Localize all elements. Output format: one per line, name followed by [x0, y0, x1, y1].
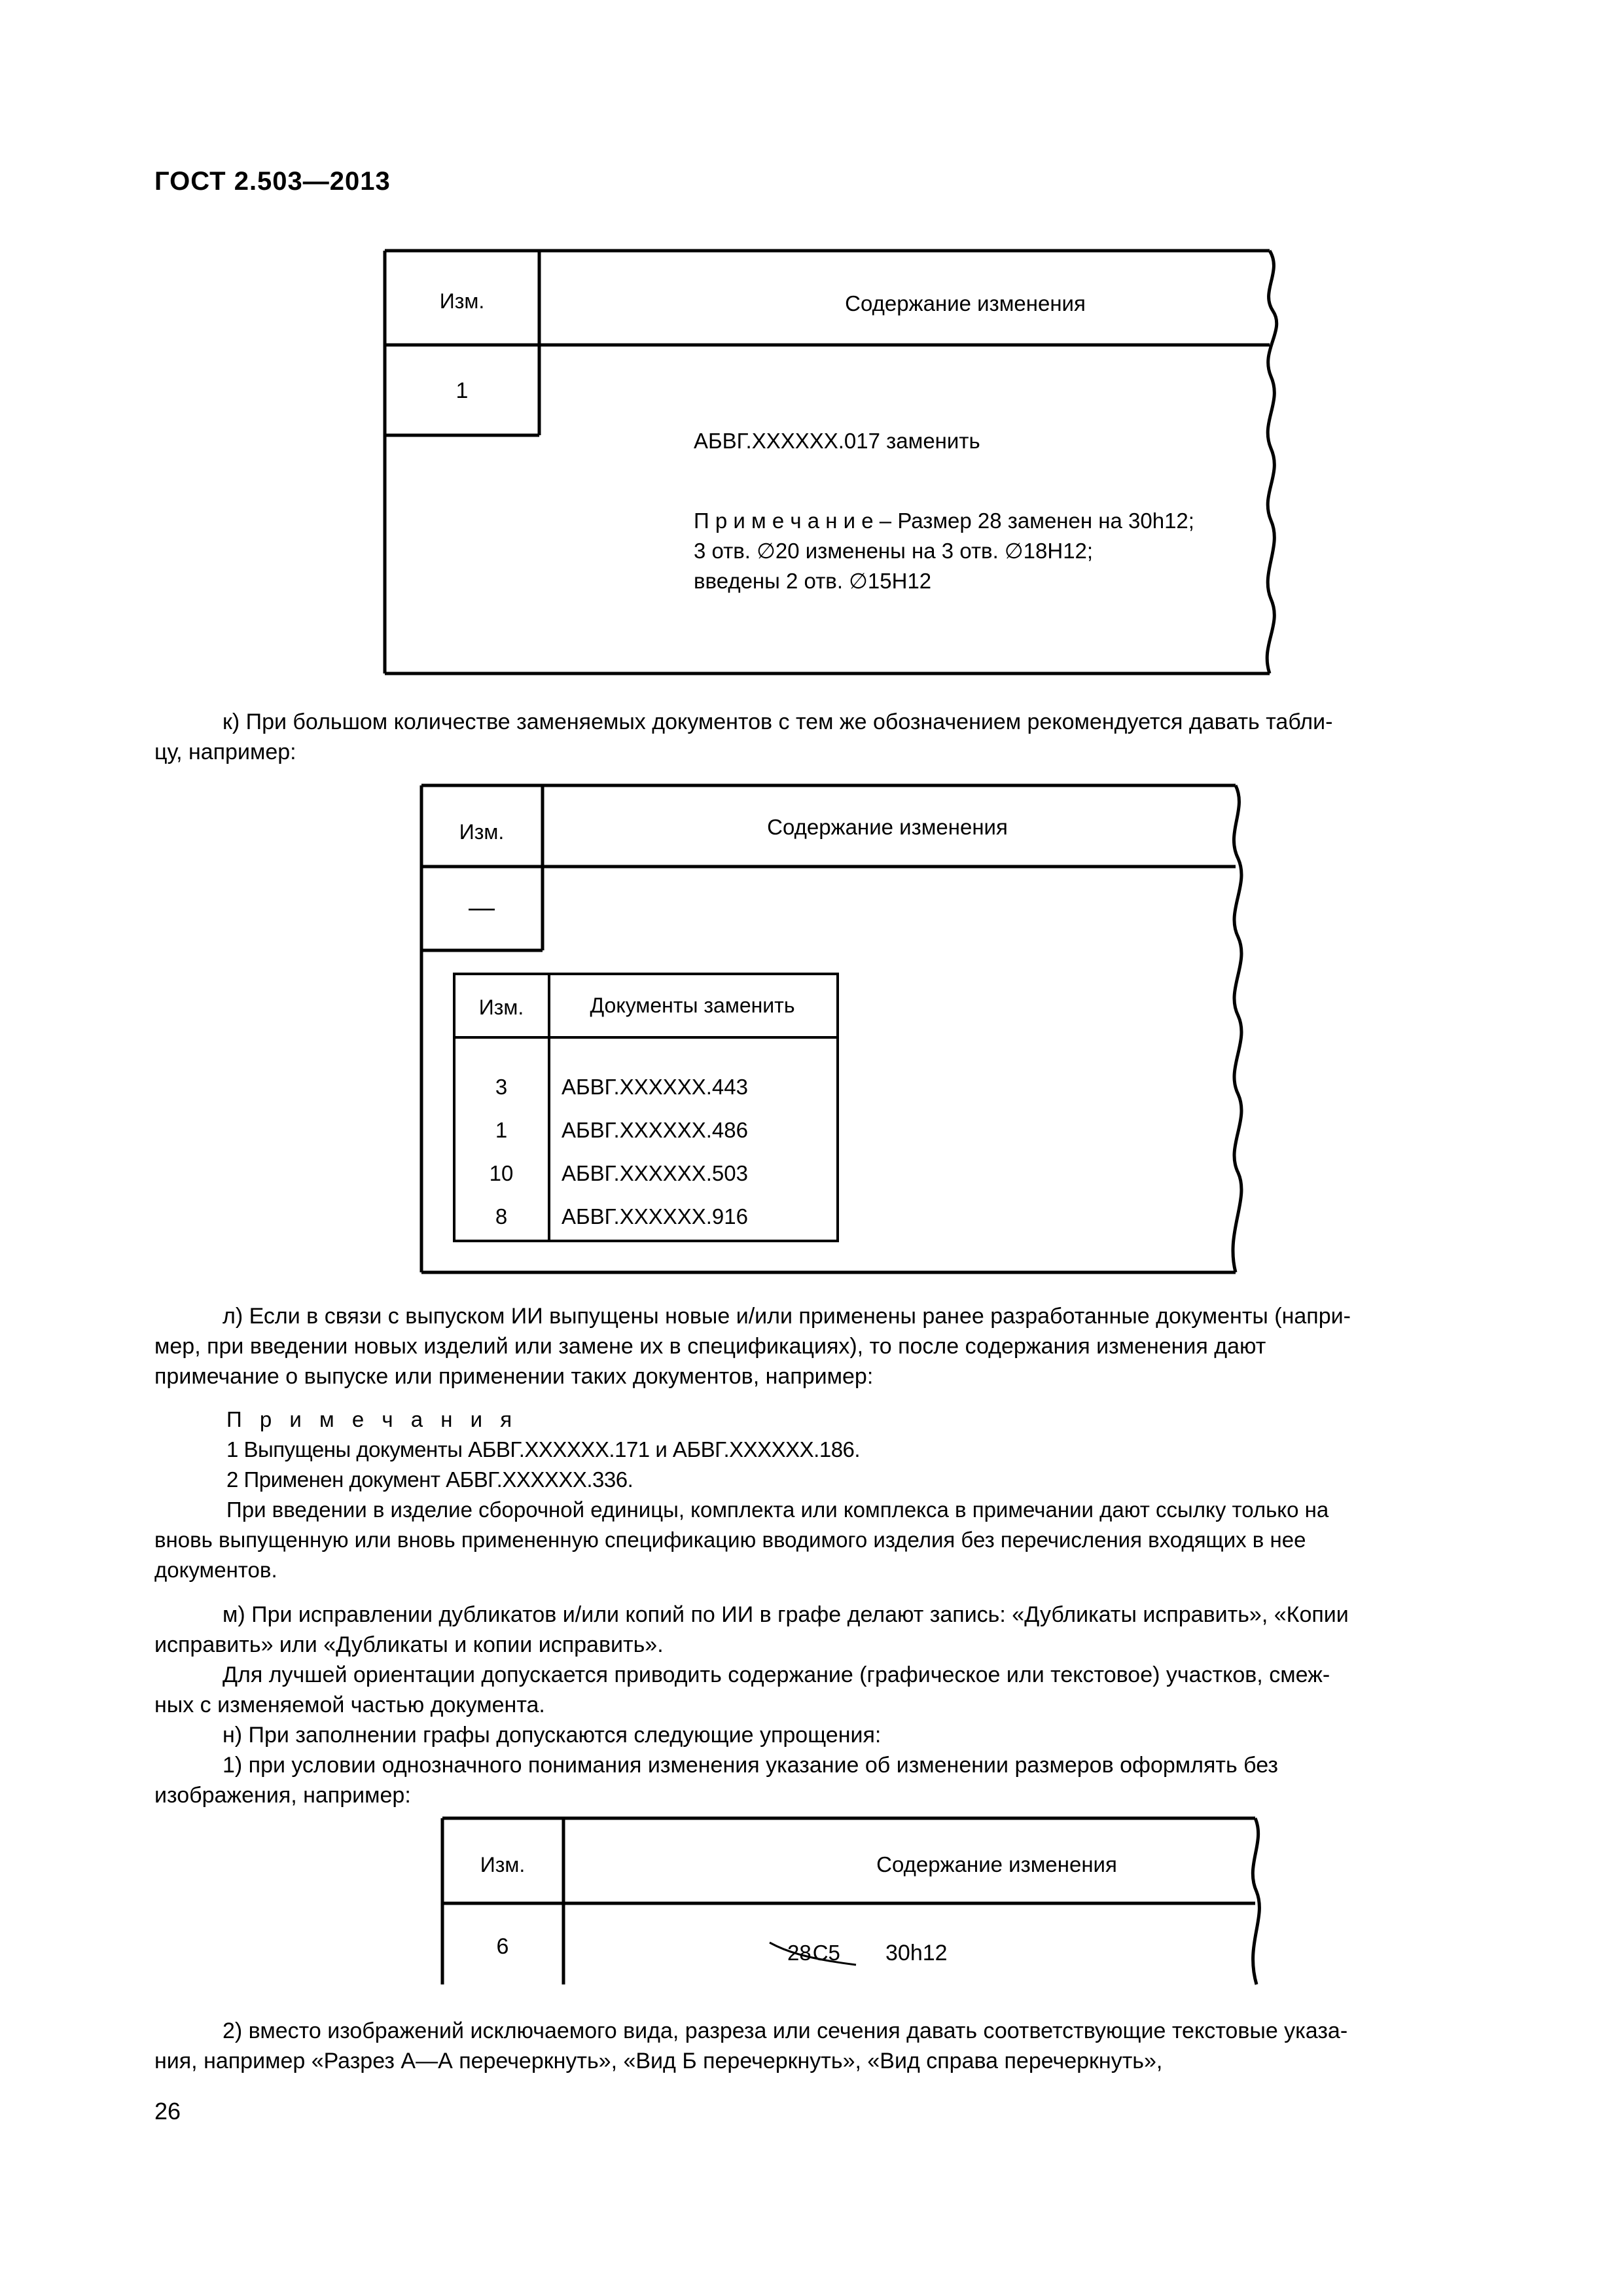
old-dimension-value: 28: [787, 1941, 812, 1965]
inner-row-izm: 8: [495, 1204, 508, 1229]
inner-row-doc: АБВГ.ХХХХХХ.443: [562, 1075, 748, 1099]
para-n-line2: 1) при условии однозначного понимания изменения указание об изменении размеров оформлять без: [223, 1753, 1278, 1778]
para-l-line2: мер, при введении новых изделий или замене их в спецификациях), то после содержания изменения дают: [154, 1334, 1266, 1359]
para-n-line3: изображения, например:: [154, 1783, 411, 1808]
table1-content-header: Содержание изменения: [845, 291, 1086, 315]
inner-row-izm: 1: [495, 1118, 508, 1142]
inner-row-izm: 10: [489, 1161, 514, 1185]
para-n-line1: н) При заполнении графы допускаются следующие упрощения:: [223, 1723, 882, 1748]
inner-row-izm: 3: [495, 1075, 508, 1099]
para-k-line2: цу, например:: [154, 740, 296, 764]
table3-izm-header: Изм.: [480, 1853, 526, 1876]
old-dimension-tolerance: C5: [812, 1941, 840, 1965]
inner-row-doc: АБВГ.ХХХХХХ.916: [562, 1204, 748, 1229]
inner-row-doc: АБВГ.ХХХХХХ.486: [562, 1118, 748, 1142]
notes-label: П р и м е ч а н и я: [226, 1407, 518, 1431]
page-number: 26: [154, 2098, 181, 2125]
note-3-line1: При введении в изделие сборочной единицы, комплекта или комплекса в примечании дают ссылку только на: [226, 1498, 1329, 1522]
table1-note-line3: введены 2 отв. ∅15H12: [694, 569, 932, 593]
note-3-line3: документов.: [154, 1558, 277, 1582]
table1-izm-header: Изм.: [439, 289, 485, 313]
para-l-line1: л) Если в связи с выпуском ИИ выпущены новые и/или применены ранее разработанные документы (напри-: [223, 1304, 1351, 1329]
para-2-line2: ния, например «Разрез А—А перечеркнуть», «Вид Б перечеркнуть», «Вид справа перечеркнуть»,: [154, 2049, 1163, 2073]
note-1: 1 Выпущены документы АБВГ.ХХХХХХ.171 и АБВГ.ХХХХХХ.186.: [226, 1437, 861, 1462]
note-2: 2 Применен документ АБВГ.ХХХХХХ.336.: [226, 1467, 633, 1492]
para-2-line1: 2) вместо изображений исключаемого вида, разреза или сечения давать соответствующие текстовые указа-: [223, 2018, 1348, 2043]
table1-note-text: – Размер 28 заменен на 30h12;: [873, 509, 1194, 533]
para-m-line3: Для лучшей ориентации допускается приводить содержание (графическое или текстовое) участков, смеж-: [223, 1662, 1330, 1687]
table3-content-header: Содержание изменения: [876, 1852, 1117, 1876]
change-table-2: [416, 780, 1267, 1278]
inner-table-izm-header: Изм.: [478, 996, 524, 1019]
inner-table-rows: [490, 1075, 748, 1229]
para-m-line4: ных с изменяемой частью документа.: [154, 1693, 545, 1717]
change-table-3: [437, 1813, 1275, 1990]
table2-izm-header: Изм.: [459, 820, 505, 844]
table1-row-izm: 1: [455, 378, 469, 403]
change-table-1: [380, 245, 1289, 677]
inner-table-docs-header: Документы заменить: [590, 994, 795, 1017]
new-dimension: 30h12: [885, 1941, 948, 1965]
document-header: ГОСТ 2.503—2013: [154, 167, 391, 196]
table1-content-line: АБВГ.ХХХХХХ.017 заменить: [694, 429, 980, 453]
table1-note-label: П р и м е ч а н и е: [694, 509, 874, 533]
table2-content-header: Содержание изменения: [767, 815, 1008, 839]
inner-row-doc: АБВГ.ХХХХХХ.503: [562, 1161, 748, 1185]
para-m-line2: исправить» или «Дубликаты и копии исправить».: [154, 1632, 664, 1657]
table3-row-izm: 6: [496, 1934, 509, 1959]
note-3-line2: вновь выпущенную или вновь примененную спецификацию вводимого изделия без перечисления входящих в нее: [154, 1528, 1306, 1552]
table1-note-line2: 3 отв. ∅20 изменены на 3 отв. ∅18H12;: [694, 539, 1094, 563]
table2-row-izm: —: [469, 893, 495, 922]
para-l-line3: примечание о выпуске или применении таких документов, например:: [154, 1364, 874, 1389]
table1-note-line1: [694, 509, 1194, 533]
para-m-line1: м) При исправлении дубликатов и/или копий по ИИ в графе делают запись: «Дубликаты исправить», «Копии: [223, 1602, 1349, 1627]
para-k-line1: к) При большом количестве заменяемых документов с тем же обозначением рекомендуется давать табли-: [223, 709, 1333, 734]
